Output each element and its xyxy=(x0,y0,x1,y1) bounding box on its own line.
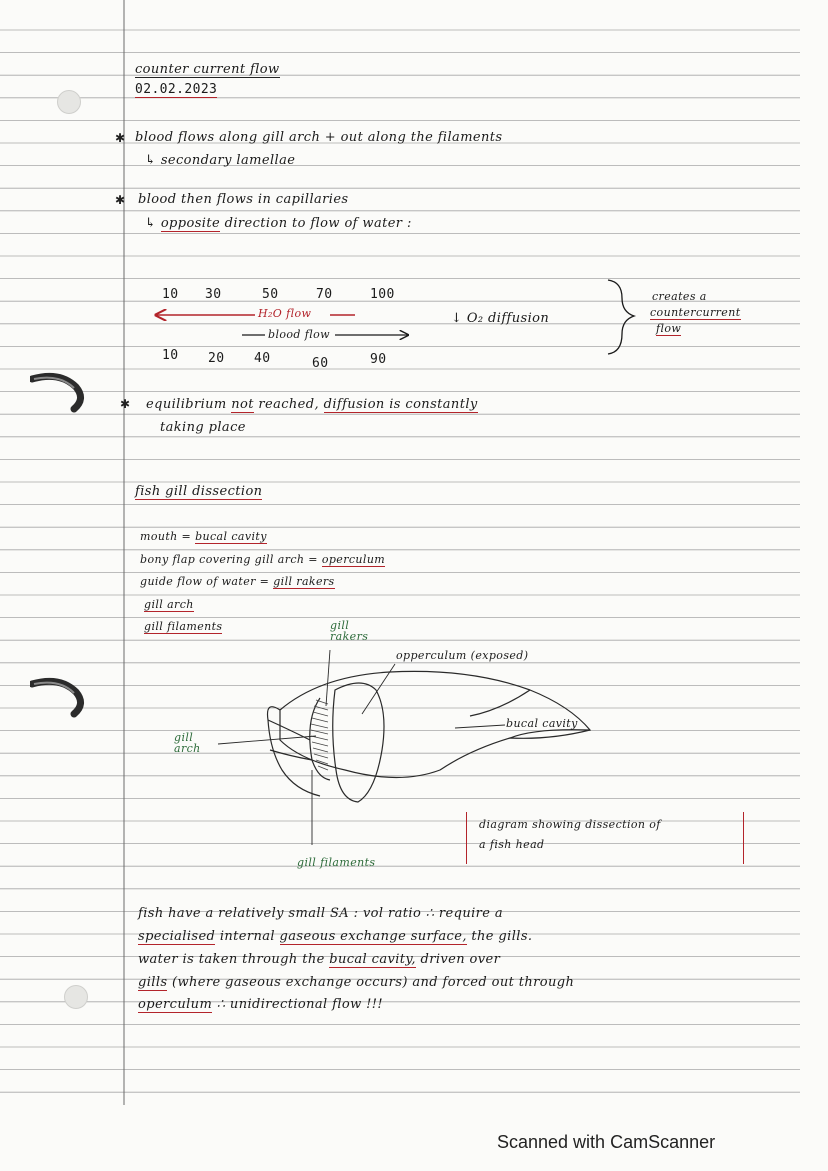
dissection-line-2 xyxy=(140,553,385,566)
bucal-cavity-term: bucal cavity xyxy=(195,530,267,543)
summary-l2-d: the gills. xyxy=(471,929,533,944)
blood-value: 90 xyxy=(370,352,387,367)
dissection-line-4 xyxy=(144,598,194,611)
binder-ring-icon xyxy=(30,670,90,725)
note-bullet-2-sub-text: direction to flow of water : xyxy=(224,216,412,231)
label-gill-rakers xyxy=(330,620,368,642)
label-gill-arch-2: arch xyxy=(174,742,201,755)
water-value: 100 xyxy=(370,287,395,302)
summary-l3-c: driven over xyxy=(420,952,501,967)
summary-line-4 xyxy=(138,975,574,990)
label-gill-rakers-1: gill xyxy=(330,619,350,632)
gills-word: gills xyxy=(138,975,168,990)
equilibrium-word: equilibrium xyxy=(146,397,227,412)
arrow-icon: ↳ xyxy=(145,216,161,231)
bullet-star-icon: ✱ xyxy=(120,397,131,411)
gill-filaments-term: gill filaments xyxy=(144,620,223,633)
blood-value: 60 xyxy=(312,356,329,371)
caption-line-2: a fish head xyxy=(479,838,545,851)
dissection-heading-text: fish gill dissection xyxy=(135,484,263,499)
dissection-line-3-a: guide flow of water = xyxy=(140,575,270,588)
summary-l3-a: water is taken through the xyxy=(138,952,325,967)
not-word: not xyxy=(231,397,254,412)
title-text: counter current flow xyxy=(135,62,280,77)
specialised-word: specialised xyxy=(138,929,216,944)
operculum-word: operculum xyxy=(138,997,213,1012)
note-bullet-1-sub xyxy=(145,153,295,168)
blood-value: 20 xyxy=(208,351,225,366)
water-flow-label: H₂O flow xyxy=(258,307,312,320)
caption-line-1: diagram showing dissection of xyxy=(479,818,661,831)
label-bucal-cavity: bucal cavity xyxy=(506,717,578,730)
brace-note-3-text: flow xyxy=(656,322,682,335)
gill-rakers-term: gill rakers xyxy=(273,575,335,588)
note-bullet-2: blood then flows in capillaries xyxy=(138,192,349,207)
bullet-star-icon: ✱ xyxy=(115,193,126,207)
dissection-line-1-a: mouth = xyxy=(140,530,192,543)
water-value: 10 xyxy=(162,287,179,302)
water-value: 50 xyxy=(262,287,279,302)
dissection-line-2-a: bony flap covering gill arch = xyxy=(140,553,318,566)
down-arrow-icon: ↓ xyxy=(451,311,463,326)
date-text: 02.02.2023 xyxy=(135,82,218,97)
summary-l1-b: a relatively small SA : vol ratio ∴ require a xyxy=(205,906,504,921)
brace-note-2-text: countercurrent xyxy=(650,306,741,319)
label-gill-rakers-2: rakers xyxy=(330,630,369,643)
water-value: 70 xyxy=(316,287,333,302)
water-value: 30 xyxy=(205,287,222,302)
binder-ring-icon xyxy=(30,365,90,420)
o2-diffusion-label: O₂ diffusion xyxy=(466,311,550,326)
label-operculum: opperculum (exposed) xyxy=(396,649,529,662)
brace-icon xyxy=(600,278,640,358)
brace-note-1: creates a xyxy=(652,290,707,303)
page-title xyxy=(135,62,280,77)
brace-note-3 xyxy=(656,322,681,335)
scanner-watermark: Scanned with CamScanner xyxy=(497,1132,716,1152)
dissection-line-1 xyxy=(140,530,267,543)
punch-hole xyxy=(57,90,81,114)
note-bullet-1: blood flows along gill arch + out along the filaments xyxy=(135,130,503,145)
dissection-line-3 xyxy=(140,575,335,588)
arrow-icon: ↳ xyxy=(145,153,161,168)
label-gill-arch-1: gill xyxy=(174,731,194,744)
summary-l2-b: internal xyxy=(219,929,275,944)
opposite-word: opposite xyxy=(160,216,221,231)
equilibrium-line-2: taking place xyxy=(160,420,246,435)
note-bullet-2-sub xyxy=(145,216,412,231)
gas-exchange-surface-text: gaseous exchange surface, xyxy=(279,929,467,944)
operculum-term: operculum xyxy=(321,553,386,566)
caption-box xyxy=(466,812,744,864)
equilibrium-line-1 xyxy=(146,397,478,412)
page-date xyxy=(135,82,217,97)
summary-line-2 xyxy=(138,929,532,944)
bullet-star-icon: ✱ xyxy=(115,131,126,145)
blood-value: 40 xyxy=(254,351,271,366)
bucal-cavity-word: bucal cavity, xyxy=(329,952,416,967)
gill-arch-term: gill arch xyxy=(144,598,194,611)
o2-diffusion xyxy=(451,311,549,326)
summary-line-3 xyxy=(138,952,500,967)
summary-l1-a: fish have xyxy=(138,906,201,921)
summary-l5-b: ∴ unidirectional flow !!! xyxy=(216,997,384,1012)
note-bullet-1-sub-text: secondary lamellae xyxy=(160,153,296,168)
diffusion-constantly-text: diffusion is constantly xyxy=(323,397,478,412)
summary-line-1 xyxy=(138,906,503,921)
brace-note-2 xyxy=(650,306,741,319)
blood-value: 10 xyxy=(162,348,179,363)
blood-flow-label: blood flow xyxy=(268,328,330,341)
label-gill-arch xyxy=(174,732,201,754)
label-gill-filaments: gill filaments xyxy=(297,856,376,869)
reached-word: reached, xyxy=(258,397,320,412)
dissection-heading xyxy=(135,484,262,499)
summary-line-5 xyxy=(138,997,383,1012)
punch-hole xyxy=(64,985,88,1009)
summary-l4-b: (where gaseous exchange occurs) and forced out through xyxy=(172,975,575,990)
